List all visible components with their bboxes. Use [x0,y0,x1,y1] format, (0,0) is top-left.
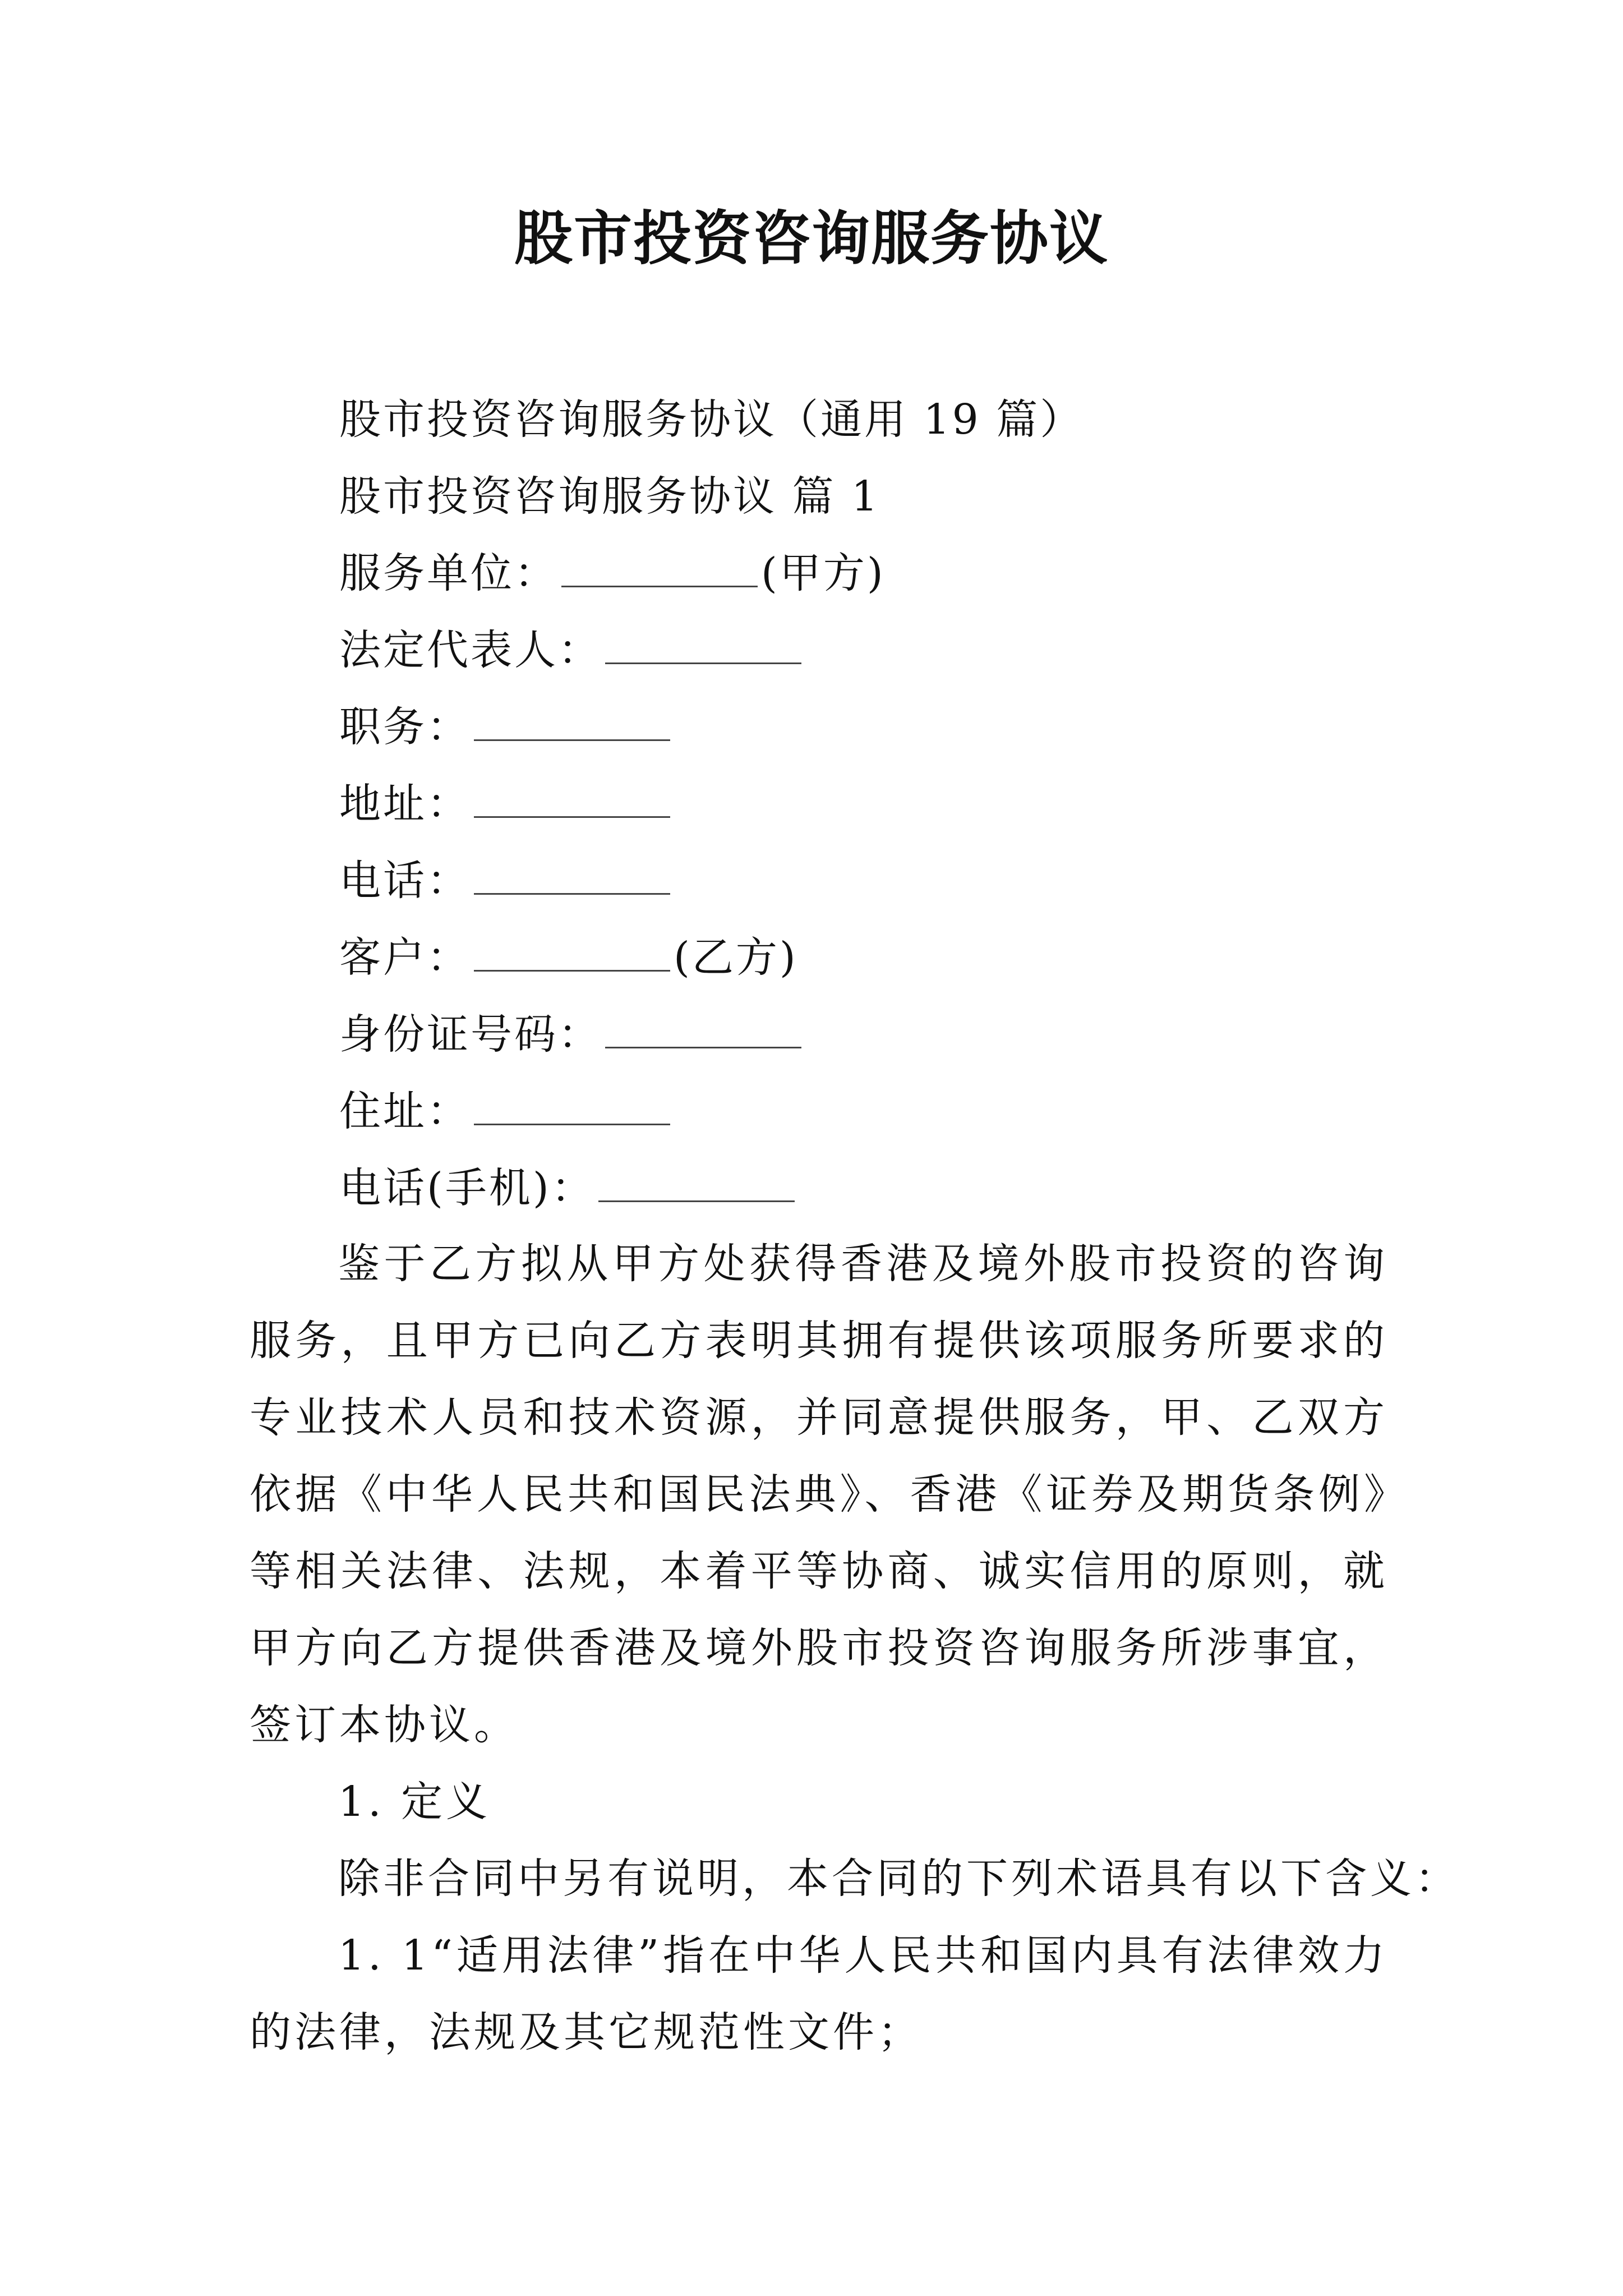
paragraph-definition-1-1: 1. 1“适用法律”指在中华人民共和国内具有法律效力的法律，法规及其它规范性文件； [250,1931,1388,2056]
field-label: 服务单位： [339,549,558,597]
blank-line [474,781,670,818]
blank-line [598,1166,795,1202]
document-title: 股市投资咨询服务协议 [514,204,1109,273]
field-client [339,919,1405,996]
paragraph-definitions-heading: 1. 定义 [338,1778,491,1826]
blank-line [474,1089,670,1125]
field-id-number [339,996,1405,1073]
blank-line [474,935,670,972]
field-residence [339,1073,1405,1150]
field-label: 电话(手机)： [339,1164,595,1212]
field-suffix: (甲方) [761,549,886,597]
field-label: 电话： [339,857,471,905]
blank-line [474,705,670,741]
field-label: 地址： [339,780,471,828]
paragraph-preamble: 鉴于乙方拟从甲方处获得香港及境外股市投资的咨询服务，且甲方已向乙方表明其拥有提供该项服务所要求的专业技术人员和技术资源，并同意提供服务，甲、乙双方依据《中华人民共和国民法典》、香港《证券及期货条例》等相关法律、法规，本着平等协商、诚实信用的原则，就甲方向乙方提供香港及境外股市投资咨询服务所涉事宜，签订本协议。 [250,1240,1388,1749]
blank-line [561,551,758,587]
field-legal-representative [339,612,1405,689]
field-label: 住址： [339,1087,471,1135]
field-address [339,766,1405,843]
blank-line [605,1012,801,1048]
paragraph-definitions-intro: 除非合同中另有说明，本合同的下列术语具有以下含义： [338,1855,1460,1903]
field-label: 法定代表人： [339,626,602,674]
blank-line [605,628,801,664]
section-heading: 股市投资咨询服务协议 篇 1 [339,472,880,521]
field-phone [339,843,1405,919]
field-mobile-phone [339,1150,1405,1227]
field-suffix: (乙方) [674,933,798,982]
document-body [250,1226,1460,2071]
field-label: 职务： [339,703,471,751]
field-service-unit [339,535,1405,612]
field-position [339,689,1405,766]
header-and-fields [339,381,1405,1227]
field-label: 身份证号码： [339,1010,602,1059]
field-label: 客户： [339,933,471,982]
document-subtitle: 股市投资咨询服务协议（通用 19 篇） [339,395,1084,444]
blank-line [474,858,670,895]
